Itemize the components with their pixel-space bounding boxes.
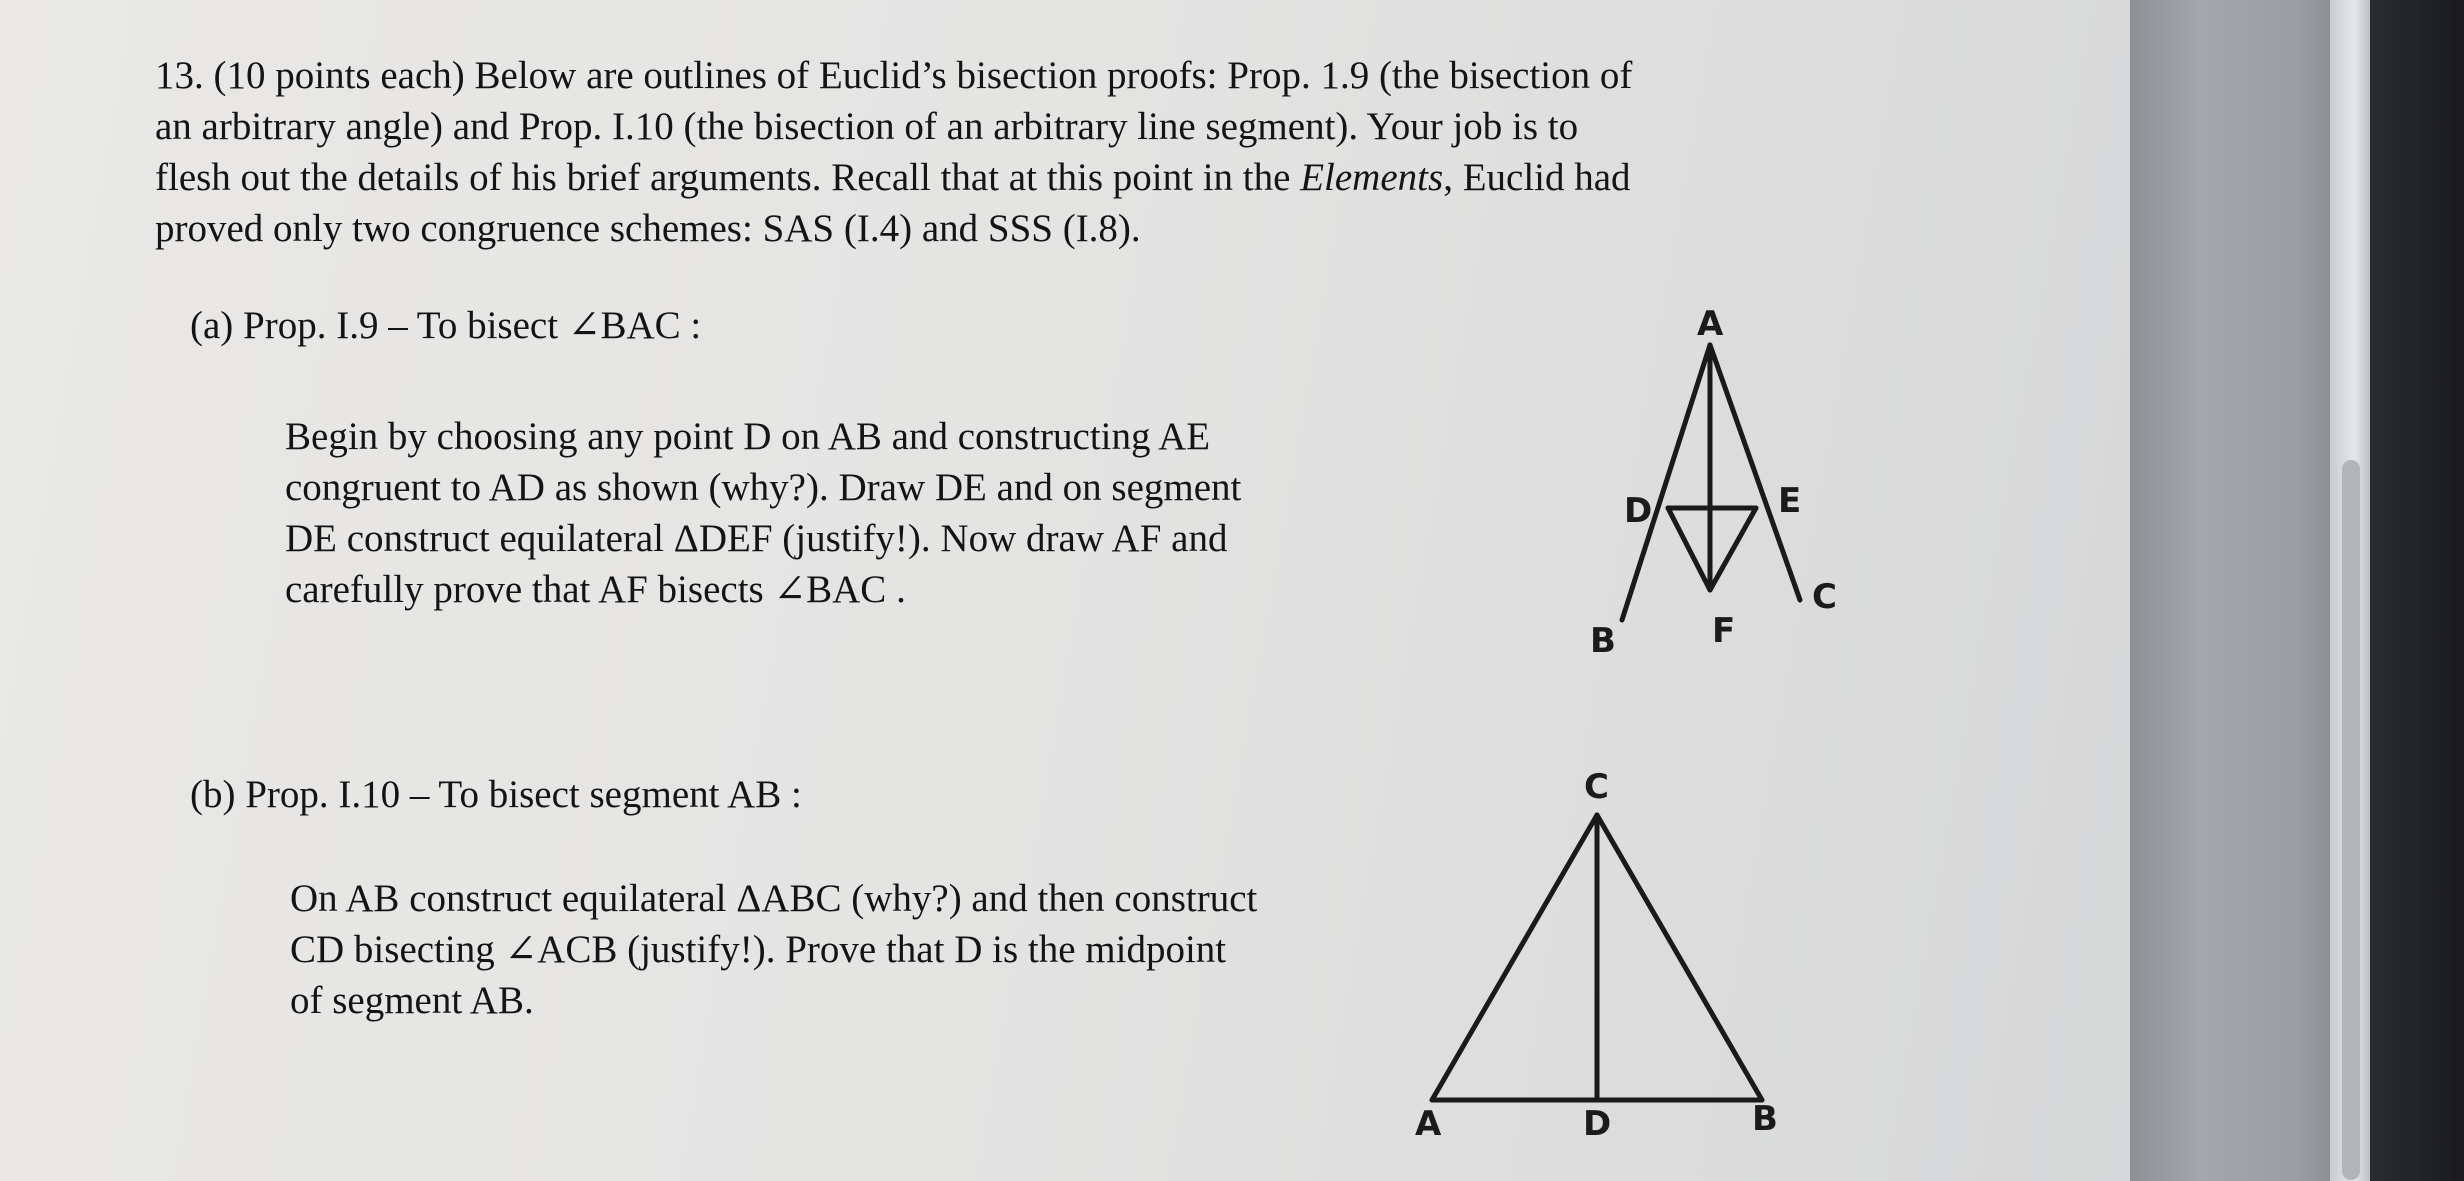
label-f: F bbox=[1712, 611, 1736, 651]
figure-angle-bisection bbox=[1560, 290, 1860, 670]
part-b-line-1: On AB construct equilateral ΔABC (why?) and then construct bbox=[290, 877, 1258, 920]
question-line-3: flesh out the details of his brief arguments. Recall that at this point in the Elements, Euclid had bbox=[155, 156, 1631, 199]
ray-ab bbox=[1622, 345, 1710, 620]
segment-ac bbox=[1432, 815, 1597, 1100]
part-b-heading: (b) Prop. I.10 – To bisect segment AB : bbox=[190, 773, 802, 816]
label-a: A bbox=[1415, 1104, 1442, 1144]
part-b-body bbox=[290, 873, 1257, 1026]
part-a-line-3: DE construct equilateral ΔDEF (justify!). Now draw AF and bbox=[285, 517, 1228, 560]
question-line-1: 13. (10 points each) Below are outlines of Euclid’s bisection proofs: Prop. 1.9 (the bisection of bbox=[155, 54, 1633, 97]
part-a-line-1: Begin by choosing any point D on AB and constructing AE bbox=[285, 415, 1211, 458]
scrollbar[interactable] bbox=[2342, 460, 2360, 1180]
segment-df bbox=[1668, 508, 1710, 590]
figure-segment-bisection bbox=[1400, 770, 1800, 1155]
question-line-4: proved only two congruence schemes: SAS (I.4) and SSS (I.8). bbox=[155, 207, 1141, 250]
part-a-heading: (a) Prop. I.9 – To bisect ∠BAC : bbox=[190, 304, 702, 347]
label-e: E bbox=[1778, 481, 1802, 521]
part-a-line-2: congruent to AD as shown (why?). Draw DE and on segment bbox=[285, 466, 1242, 509]
part-b-line-3: of segment AB. bbox=[290, 979, 534, 1022]
label-c: C bbox=[1584, 770, 1609, 807]
segment-ef bbox=[1710, 508, 1756, 590]
label-c: C bbox=[1812, 577, 1837, 617]
label-a: A bbox=[1697, 304, 1724, 344]
part-a-body bbox=[285, 411, 1241, 615]
label-d: D bbox=[1583, 1104, 1612, 1144]
label-b: B bbox=[1590, 621, 1616, 661]
question-13-text bbox=[155, 50, 1632, 254]
part-b-line-2: CD bisecting ∠ACB (justify!). Prove that D is the midpoint bbox=[290, 928, 1227, 971]
segment-bc bbox=[1597, 815, 1762, 1100]
question-line-2: an arbitrary angle) and Prop. I.10 (the bisection of an arbitrary line segment). Your job is to bbox=[155, 105, 1579, 148]
label-b: B bbox=[1752, 1099, 1778, 1139]
part-a-line-4: carefully prove that AF bisects ∠BAC . bbox=[285, 568, 906, 611]
label-d: D bbox=[1624, 491, 1653, 531]
device-bezel bbox=[2370, 0, 2464, 1181]
